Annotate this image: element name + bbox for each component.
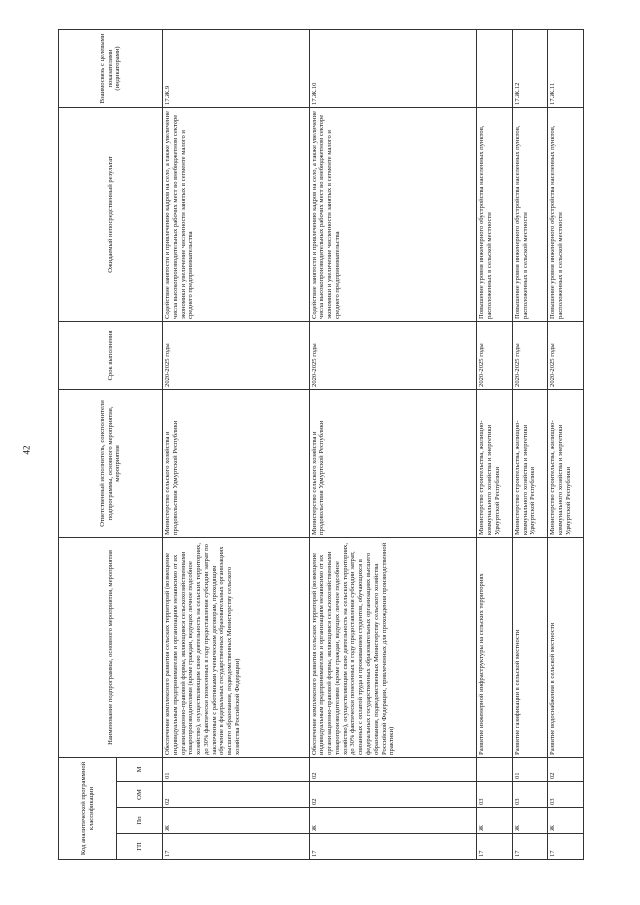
- cell-executor: Министерство строительства, жилищно-коммунального хозяйства и энергетики Удмуртской Республики: [477, 389, 513, 537]
- cell-gp: 17: [548, 834, 584, 860]
- cell-result: Содействие занятости и привлечению кадров на село, а также увеличение числа высокопроизводительных рабочих мест во внебюджетном секторе экономики и увеличение численности занятых в сегменте малого и среднего предпринимательства: [309, 107, 477, 321]
- cell-name: Развитие газификации в сельской местности: [512, 537, 548, 757]
- cell-om: 03: [477, 782, 513, 808]
- cell-result: Повышение уровня инженерного обустройства населенных пунктов, расположенных в сельской местности: [512, 107, 548, 321]
- page-number: 42: [21, 445, 32, 455]
- cell-gp: 17: [512, 834, 548, 860]
- header-result: Ожидаемый непосредственный результат: [59, 107, 163, 321]
- cell-executor: Министерство строительства, жилищно-коммунального хозяйства и энергетики Удмуртской Республики: [548, 389, 584, 537]
- table-row: [548, 29, 584, 859]
- cell-executor: Министерство сельского хозяйства и продовольствия Удмуртской Республики: [309, 389, 477, 537]
- cell-pp: Ж: [309, 808, 477, 834]
- cell-om: 03: [512, 782, 548, 808]
- cell-result: Повышение уровня инженерного обустройства населенных пунктов, расположенных в сельской местности: [477, 107, 513, 321]
- header-link: Взаимосвязь с целевыми показателями (индикаторами): [59, 29, 163, 107]
- cell-term: 2020-2025 годы: [477, 321, 513, 389]
- header-executor: Ответственный исполнитель, соисполнители подпрограммы, основного мероприятия, мероприятия: [59, 389, 163, 537]
- cell-om: 02: [163, 782, 310, 808]
- cell-term: 2020-2025 годы: [512, 321, 548, 389]
- cell-m: [477, 757, 513, 781]
- cell-name: Развитие инженерной инфраструктуры на сельских территориях: [477, 537, 513, 757]
- cell-m: 02: [548, 757, 584, 781]
- header-term: Срок выполнения: [59, 321, 163, 389]
- cell-pp: Ж: [477, 808, 513, 834]
- cell-name: Развитие водоснабжения в сельской местности: [548, 537, 584, 757]
- cell-term: 2020-2025 годы: [548, 321, 584, 389]
- cell-result: Содействие занятости и привлечению кадров на село, а также увеличение числа высокопроизводительных рабочих мест во внебюджетном секторе экономики и увеличение численности занятых в сегменте малого и среднего предпринимательства: [163, 107, 310, 321]
- cell-m: 02: [309, 757, 477, 781]
- cell-om: 02: [309, 782, 477, 808]
- cell-name: Обеспечение комплексного развития сельских территорий (возмещение индивидуальным предпринимателям и организациям независимо от их организационно-правовой формы, являющимся сельскохозяйственными товаропроизводителями (кроме граждан, ведущих личное подсобное хозяйство), осуществляющим свою деятельность на сельских территориях, до 30% фактически понесенных в году предоставления субсидии затрат, связанных с оплатой труда и проживанием студентов, обучающихся в федеральных государственных образовательных организациях высшего образования, подведомственных Министерству сельского хозяйства Российской Федерации, привлеченных для прохождения производственной практики): [309, 537, 477, 757]
- cell-term: 2020-2025 годы: [163, 321, 310, 389]
- table-row: [512, 29, 548, 859]
- cell-link: 17.Ж.9: [163, 29, 310, 107]
- cell-term: 2020-2025 годы: [309, 321, 477, 389]
- table-row: [309, 29, 477, 859]
- program-activities-table: [58, 29, 584, 860]
- header-m: М: [117, 757, 163, 781]
- header-pp: Пп: [117, 808, 163, 834]
- cell-link: 17.Ж.12: [512, 29, 548, 107]
- cell-pp: Ж: [512, 808, 548, 834]
- rotated-table-wrapper: [58, 30, 584, 860]
- cell-executor: Министерство сельского хозяйства и продовольствия Удмуртской Республики: [163, 389, 310, 537]
- cell-executor: Министерство строительства, жилищно-коммунального хозяйства и энергетики Удмуртской Республики: [512, 389, 548, 537]
- cell-gp: 17: [163, 834, 310, 860]
- cell-result: Повышение уровня инженерного обустройства населенных пунктов, расположенных в сельской местности: [548, 107, 584, 321]
- cell-link: [477, 29, 513, 107]
- cell-m: 01: [512, 757, 548, 781]
- cell-link: 17.Ж.11: [548, 29, 584, 107]
- cell-gp: 17: [309, 834, 477, 860]
- cell-m: 01: [163, 757, 310, 781]
- header-om: ОМ: [117, 782, 163, 808]
- cell-pp: Ж: [163, 808, 310, 834]
- table-row: [163, 29, 310, 859]
- header-gp: ГП: [117, 834, 163, 860]
- header-code-group: Код аналитической программной классификации: [59, 757, 117, 859]
- cell-link: 17.Ж.10: [309, 29, 477, 107]
- cell-name: Обеспечение комплексного развития сельских территорий (возмещение индивидуальным предпринимателям и организациям независимо от их организационно-правовой формы, являющимся сельскохозяйственными товаропроизводителями (кроме граждан, ведущих личное подсобное хозяйство), осуществляющим свою деятельность на сельских территориях, до 30% фактически понесенных в году предоставления субсидии затрат по заключенным с работниками ученическим договорам, проходящим обучение в федеральных государственных образовательных организациях высшего образования, подведомственных Министерству сельского хозяйства Российской Федерации): [163, 537, 310, 757]
- header-name: Наименование подпрограммы, основного мероприятия, мероприятия: [59, 537, 163, 757]
- cell-pp: Ж: [548, 808, 584, 834]
- cell-gp: 17: [477, 834, 513, 860]
- table-row: [477, 29, 513, 859]
- cell-om: 03: [548, 782, 584, 808]
